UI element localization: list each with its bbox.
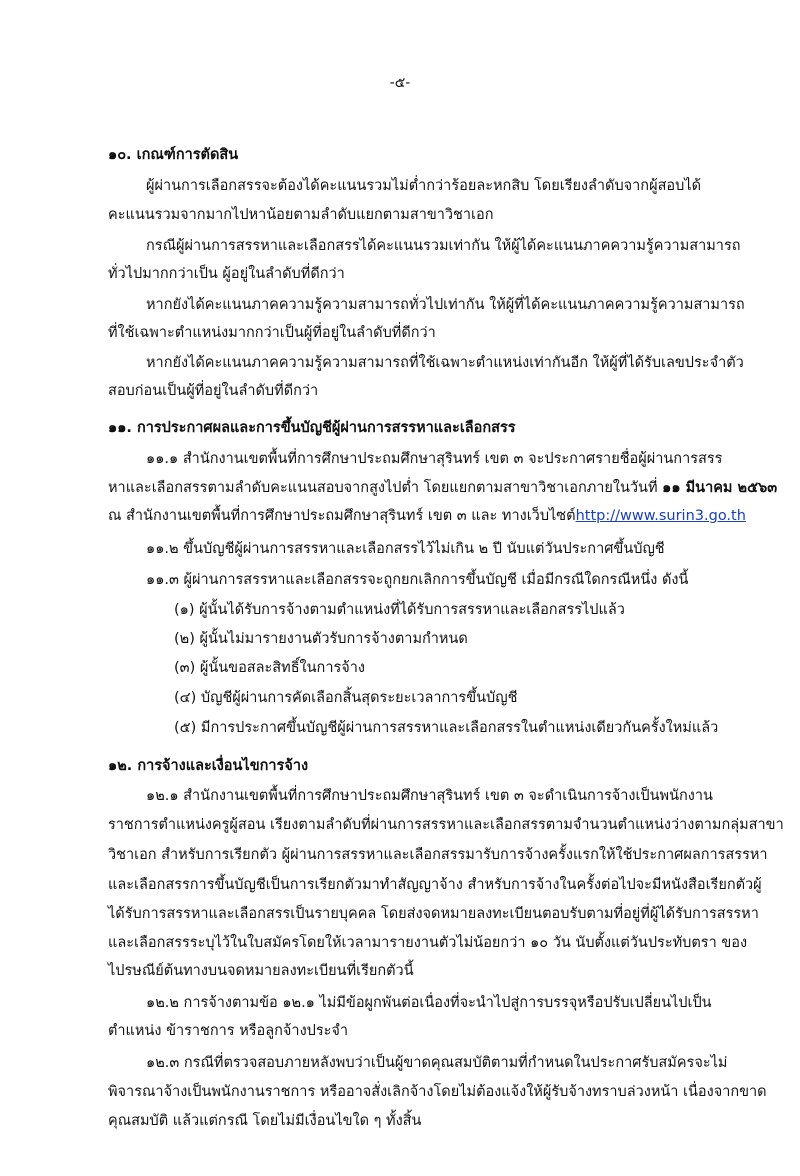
s10-p4-line2: สอบก่อนเป็นผู้ที่อยู่ในลำดับที่ดีกว่า <box>108 383 319 399</box>
s11-p1-line3 <box>108 506 746 526</box>
s12-p1-line6: และเลือกสรรระบุไว้ในใบสมัครโดยให้เวลามารายงานตัวไม่น้อยกว่า ๑๐ วัน นับตั้งแต่วันประทับตรา ของ <box>108 935 748 951</box>
section-11-heading: ๑๑. การประกาศผลและการขึ้นบัญชีผู้ผ่านการสรรหาและเลือกสรร <box>108 420 516 436</box>
s10-p3-line1: หากยังได้คะแนนภาคความรู้ความสามารถทั่วไปเท่ากัน ให้ผู้ที่ได้คะแนนภาคความรู้ความสามารถ <box>146 297 745 313</box>
s11-item-5: (๕) มีการประกาศขึ้นบัญชีผู้ผ่านการสรรหาและเลือกสรรในตำแหน่งเดียวกันครั้งใหม่แล้ว <box>174 720 719 736</box>
s12-p1-line4: และเลือกสรรการขึ้นบัญชีเป็นการเรียกตัวมาทำสัญญาจ้าง สำหรับการจ้างในครั้งต่อไปจะมีหนังสือเรียกตัวผู้ <box>108 877 762 893</box>
website-link[interactable]: http://www.surin3.go.th <box>575 508 746 524</box>
s12-p3-line3: คุณสมบัติ แล้วแต่กรณี โดยไม่มีเงื่อนไขใด ๆ ทั้งสิ้น <box>108 1113 422 1129</box>
s10-p3-line2: ที่ใช้เฉพาะตำแหน่งมากกว่าเป็นผู้ที่อยู่ในลำดับที่ดีกว่า <box>108 325 436 341</box>
s11-item-3: (๓) ผู้นั้นขอสละสิทธิ์ในการจ้าง <box>174 660 365 676</box>
s12-p1-line2: ราชการตำแหน่งครูผู้สอน เรียงตามลำดับที่ผ่านการสรรหาและเลือกสรรตามจำนวนตำแหน่งว่างตามกลุ่มสาขา <box>108 817 784 833</box>
s10-p1-line1: ผู้ผ่านการเลือกสรรจะต้องได้คะแนนรวมไม่ต่ำกว่าร้อยละหกสิบ โดยเรียงลำดับจากผู้สอบได้ <box>146 178 702 194</box>
announcement-date: ๑๑ มีนาคม ๒๕๖๓ <box>662 480 778 496</box>
s11-p3: ๑๑.๓ ผู้ผ่านการสรรหาและเลือกสรรจะถูกยกเลิกการขึ้นบัญชี เมื่อมีกรณีใดกรณีหนึ่ง ดังนี้ <box>146 572 689 588</box>
s11-item-2: (๒) ผู้นั้นไม่มารายงานตัวรับการจ้างตามกำหนด <box>174 631 468 647</box>
s12-p3-line2: พิจารณาจ้างเป็นพนักงานราชการ หรืออาจสั่งเลิกจ้างโดยไม่ต้องแจ้งให้ผู้รับจ้างทราบล่วงหน้า เนื่องจากขาด <box>108 1084 767 1100</box>
s12-p2-line1: ๑๒.๒ การจ้างตามข้อ ๑๒.๑ ไม่มีข้อผูกพันต่อเนื่องที่จะนำไปสู่การบรรจุหรือปรับเปลี่ยนไปเป็น <box>146 995 712 1011</box>
s11-p1-line2-text: หาและเลือกสรรตามลำดับคะแนนสอบจากสูงไปต่ำ โดยแยกตามสาขาวิชาเอกภายในวันที่ <box>108 480 663 496</box>
s10-p2-line1: กรณีผู้ผ่านการสรรหาและเลือกสรรได้คะแนนรวมเท่ากัน ให้ผู้ได้คะแนนภาคความรู้ความสามารถ <box>146 238 741 254</box>
section-10-heading: ๑๐. เกณฑ์การตัดสิน <box>108 147 239 163</box>
s12-p1-line3: วิชาเอก สำหรับการเรียกตัว ผู้ผ่านการสรรหาและเลือกสรรมารับการจ้างครั้งแรกให้ใช้ประกาศผลการสรรหา <box>108 847 768 863</box>
s12-p1-line7: ไปรษณีย์ต้นทางบนจดหมายลงทะเบียนที่เรียกตัวนี้ <box>108 963 414 979</box>
s11-p1-line2 <box>108 478 777 498</box>
s12-p2-line2: ตำแหน่ง ข้าราชการ หรือลูกจ้างประจำ <box>108 1023 349 1039</box>
s10-p4-line1: หากยังได้คะแนนภาคความรู้ความสามารถที่ใช้เฉพาะตำแหน่งเท่ากันอีก ให้ผู้ที่ได้รับเลขประจำตัว <box>146 355 744 371</box>
s12-p1-line1: ๑๒.๑ สำนักงานเขตพื้นที่การศึกษาประถมศึกษาสุรินทร์ เขต ๓ จะดำเนินการจ้างเป็นพนักงาน <box>146 788 713 804</box>
s11-p2: ๑๑.๒ ขึ้นบัญชีผู้ผ่านการสรรหาและเลือกสรรไว้ไม่เกิน ๒ ปี นับแต่วันประกาศขึ้นบัญชี <box>146 541 665 557</box>
section-12-heading: ๑๒. การจ้างและเงื่อนไขการจ้าง <box>108 758 309 774</box>
s11-item-4: (๔) บัญชีผู้ผ่านการคัดเลือกสิ้นสุดระยะเวลาการขึ้นบัญชี <box>174 690 518 706</box>
s12-p3-line1: ๑๒.๓ กรณีที่ตรวจสอบภายหลังพบว่าเป็นผู้ขาดคุณสมบัติตามที่กำหนดในประกาศรับสมัครจะไม่ <box>146 1055 728 1071</box>
s12-p1-line5: ได้รับการสรรหาและเลือกสรรเป็นรายบุคคล โดยส่งจดหมายลงทะเบียนตอบรับตามที่อยู่ที่ผู้ได้รับการสรรหา <box>108 906 759 922</box>
s11-p1-line1: ๑๑.๑ สำนักงานเขตพื้นที่การศึกษาประถมศึกษาสุรินทร์ เขต ๓ จะประกาศรายชื่อผู้ผ่านการสรร <box>146 451 723 467</box>
page-number: -๕- <box>389 75 411 91</box>
s10-p1-line2: คะแนนรวมจากมากไปหาน้อยตามลำดับแยกตามสาขาวิชาเอก <box>108 207 494 223</box>
s10-p2-line2: ทั่วไปมากกว่าเป็น ผู้อยู่ในลำดับที่ดีกว่า <box>108 266 345 282</box>
s11-item-1: (๑) ผู้นั้นได้รับการจ้างตามตำแหน่งที่ได้รับการสรรหาและเลือกสรรไปแล้ว <box>174 602 625 618</box>
s11-p1-line3-text: ณ สำนักงานเขตพื้นที่การศึกษาประถมศึกษาสุรินทร์ เขต ๓ และ ทางเว็บไซต์ <box>108 508 576 524</box>
